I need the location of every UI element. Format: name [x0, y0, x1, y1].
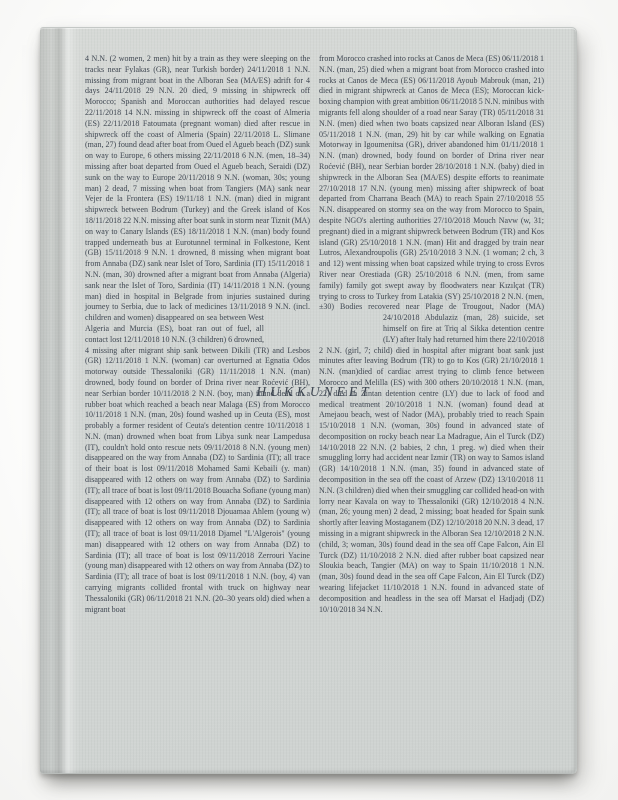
left-column-text-upper: 4 N.N. (2 women, 2 men) hit by a train as they were sleeping on the tracks near Fylakas (GR), near Turkish border) 24/11/2018 1 N.N. missing from migrant boat in the Alboran Sea (MA/ES) adrift for 4 days 24/11/2018 29 N.N. 20 died, 9 missing in shipwreck off Morocco; Spanish and Moroccan authorities had delayed rescue 22/11/2018 14 N.N. missing in shipwreck off the coast of Almeria (ES) 22/11/2018 Fatoumata (pregnant woman) died after rescue in shipwreck off the coast of Almeria (Spain) 22/11/2018 L. Slimane (man, 27) found dead after boat from Oued el Agueb beach (DZ) sunk on way to Europe, 6 others missing 22/11/2018 6 N.N. (men, 18–34) missing after boat departed from Oued el Agueb beach, Seraidi (DZ) sunk on the way to Europe 20/11/2018 9 N.N. (woman, 30s; young man) 2 dead, 7 missing when boat from Tangiers (MA) sank near Vejer de la Frontera (ES) 19/11/18 1 N.N. (man) died in migrant shipwreck between Bodrum (Turkey) and the Greek island of Kos 18/11/2018 22 N.N. missing after boat sunk in storm near Tiznit (MA) on way to Canary Islands (ES) 18/11/2018 1 N.N. (man) body found trapped underneath bus at Eurotunnel terminal in Folkestone, Kent (GB) 15/11/2018 9 N.N. 1 drowned, 8 missing when migrant boat from Annaba (DZ) sank near Islet of Toro, Sardinia (IT) 15/11/2018 1 N.N. (man, 30) drowned after a migrant boat from Annaba (Algeria) sank near the Islet of Toro, Sardinia (IT) 14/11/2018 1 N.N. (young man) died in hospital in Belgrade from injuries sustained during journey to Serbia, due to lack of medicines 13/11/2018 9 N.N. (incl. children and [85, 54, 310, 323]
book-cover [40, 27, 577, 774]
left-text-column [85, 54, 310, 754]
text-columns [85, 54, 544, 754]
right-column-text-upper: from Morocco crashed into rocks at Canos de Meca (ES) 06/11/2018 1 N.N. (man, 25) died when a migrant boat from Morocco crashed into rocks at Canos de Meca (ES) 06/11/2018 Ayoub Mabrouk (man, 21) died in migrant shipwreck at Canos de Meca (ES); Moroccan kick-boxing champion with great ambition 06/11/2018 5 N.N. minibus with migrants fell along shoulder of a road near Saray (TR) 05/11/2018 31 N.N. (men) died when two boats capsized near Alboran Island (ES) 05/11/2018 1 N.N. (man, 29) hit by car while walking on Egnatia Motorway in Igoumenitsa (GR), driver abandoned him 01/11/2018 1 N.N. (man) drowned, body found on border of Drina river near Roćević (BH), near Serbian border 28/10/2018 1 N.N. (baby) died in shipwreck in the Alboran Sea (MA/ES) despite efforts to reanimate 27/10/2018 17 N.N. (young men) missing after shipwreck of boat departed from Charrana Beach (MA) to reach Spain 27/10/2018 55 N.N. disappeared on stormy sea on the way from Morocco to Spain, despite NGO's alerting authorities 27/10/2018 Mouch Navw (w, 31; pregnant) died in a migrant shipwreck between Bodrum (TR) and Kos island (GR) 25/10/2018 1 N.N. (man) Hit and dragged by train near Lutros, Alexandroupolis (GR) 25/10/2018 3 N.N. (1 woman; 2 ch, 3 and 12) went missing when boat capsized while trying to cross Evros River near Orestiada (GR) 25/10/2018 6 N.N. (men, from same family) family got swept away by floodwaters near Kızılçat (TR) trying to cross to Turkey from Latakia (SY) 25/10/2018 2 N.N. (men, ±30) Bodies recovered near Plage de Trougout, Nador (MA) [319, 54, 544, 312]
right-column-text-lower: 24/10/2018 Abdulaziz (man, 28) suicide, set himself on fire at Triq al Sikka detention centre (LY) after Italy had returned him there 22/10/2018 2 N.N. (girl, 7; child) died in hospital after migrant boat sank just minutes after leaving Bodrum (TR) to go to Kos (GR) 21/10/2018 1 N.N. (man)died of cardiac arrest trying to climb fence between Morocco and Melilla (ES) with 300 others 20/10/2018 1 N.N. (man, 22) died in Zintan detention centre (LY) due to lack of food and medical treatment 20/10/2018 1 N.N. (woman) found dead at Amejaou beach, west of Nador (MA), probably tried to reach Spain 15/10/2018 1 N.N. (woman, 30s) found in advanced state of decomposition on rocky beach near La Madrague, Ain el Turck (DZ) 14/10/2018 22 N.N. (2 babies, 2 chn, 1 preg. w) died when their smuggling lorry had accident near Izmir (TR) on way to Samos island (GR) 14/10/2018 1 N.N. (man, 35) found in advanced state of decomposition in the sea off the coast of Arzew (DZ) 13/10/2018 11 N.N. (3 children) died when their smuggling car collided head-on with lorry near Kavala on way to Thessaloniki (GR) 12/10/2018 4 N.N. (man, 26; young men) 2 dead, 2 missing; boat headed for Spain sunk shortly after leaving Mostaganem (DZ) 12/10/2018 20 N.N. 3 dead, 17 missing in a migrant shipwreck in the Alboran Sea 12/10/2018 2 N.N. (child, 3; woman, 30s) found dead in the sea off Cape Falcon, Ain El Turck (DZ) 11/10/2018 2 N.N. died after rubber boat capsized near Sloukia beach, Tangier (MA) on way to Spain 11/10/2018 1 N.N. (man, 30s) found dead in the sea off Cape Falcon, Ain El Turck (DZ) wearing lifejacket 11/10/2018 1 N.N. found in advanced state of decomposition and headless in the sea off Marsat el Hadjadj (DZ) 10/10/2018 34 N.N. [319, 313, 544, 614]
right-text-column [319, 54, 544, 754]
page-title: HUKKUNEET [256, 384, 373, 399]
book-spine-groove [40, 28, 82, 773]
title-wrap-spacer-right [319, 313, 383, 335]
memorial-text-block [85, 54, 544, 754]
left-column-text-lower: women) disappeared on sea between West Algeria and Murcia (ES), boat ran out of fuel, all contact lost 12/11/2018 10 N.N. (3 children) 6 drowned, 4 missing after migrant ship sank between Dikili (TR) and Lesbos (GR) 12/11/2018 1 N.N. (woman) car overturned at Egnatia Odos motorway outside Thessaloniki (GR) 11/11/2018 1 N.N. (man) drowned, body found on border of Drina river near Roćević (BH), near Serbian border 10/11/2018 2 N.N. (boy, man) found dead on a rubber boat which reached a beach near Malaga (ES) from Morocco 10/11/2018 1 N.N. (man, 20s) found washed up in Ceuta (ES), most probably a former resident of Ceuta's detention centre 10/11/2018 1 N.N. (man) drowned when boat from Libya sunk near Lampedusa (IT), couldn't hold onto rescue nets 09/11/2018 8 N.N. (young men) disappeared on the way from Annaba (DZ) to Sardinia (IT); all trace of their boat is lost 09/11/2018 Mohamed Sami Kebaili (y. man) disappeared with 12 others on way from Annaba (DZ) to Sardinia (IT); all trace of boat is lost 09/11/2018 Bouacha Sofiane (young man) disappeared with 12 others on way from Annaba (DZ) to Sardinia (IT); all trace of boat is lost 09/11/2018 Djouamaa Ahlem (young w) disappeared with 12 others on way from Annaba (DZ) to Sardinia (IT); all trace of boat is lost 09/11/2018 Djamel "L'Algerois" (young man) disappeared with 12 others on way from Annaba (DZ) to Sardinia (IT); all trace of boat is lost 09/11/2018 Zerrouri Yacine (young man) disappeared with 12 others on way from Annaba (DZ) to Sardinia (IT); all trace of boat is lost 09/11/2018 1 N.N. (boy, 4) van carrying migrants collided frontal with truck on highway near Thessaloniki (GR) 06/11/2018 21 N.N. (20–30 years old) died when a migrant boat [85, 313, 310, 614]
title-wrap-spacer-left [264, 313, 310, 335]
